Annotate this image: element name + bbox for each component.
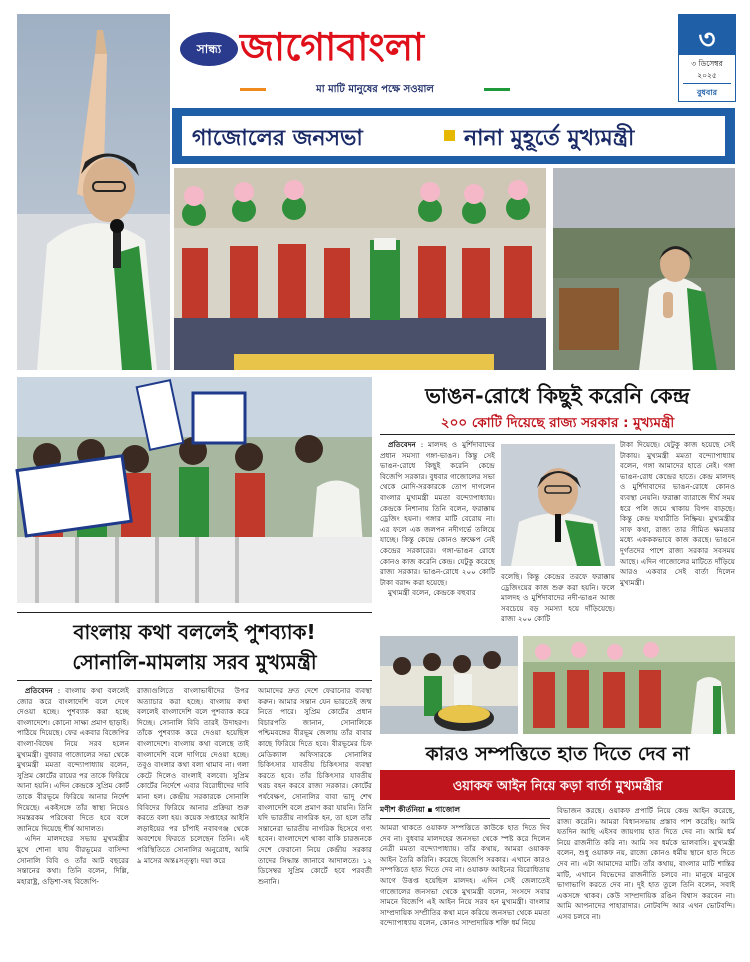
story2-headline-1: বাংলায় কথা বললেই পুশব্যাক! <box>73 620 316 644</box>
story1-column-3: টাকা দিয়েছে। যেটুকু কাজ হয়েছে সেই টাকায়। মুখ্যমন্ত্রী মমতা বন্দ্যোপাধ্যায় বলেন, গঙ্গা আমাদের হাতে নেই। গঙ্গা ভাঙন-রোধ কেন্দ্রের হাতে। কেন্দ্র মালদহ ও মুর্শিদাবাদের ভাঙন-রোধে কোনও ব্যবস্থা নেয়নি। ফরাক্কা ব্যারাজে দীর্ঘ সময় ধরে পলি জমে থাকায় বিপদ বাড়ছে। কিন্তু কেন্দ্র যথারীতি নিষ্ক্রিয়। মুখ্যমন্ত্রীর সাফ কথা, রাজ্য তার সীমিত ক্ষমতার মধ্যে একককভাবে কাজ করছে। ভাঙনে দুর্গতদের পাশে রাজ্য সরকার সবসময় আছে। এদিন গাজোলের মাটিতে দাঁড়িয়ে আরও একবার সেই বার্তা দিলেন মুখ্যমন্ত্রী। <box>620 440 735 587</box>
story1-headline: ভাঙন-রোধে কিছুই করেনি কেন্দ্র <box>425 384 690 408</box>
banner-right: নানা মুহূর্তে মুখ্যমন্ত্রী <box>464 126 635 151</box>
story1-column-2: বলেছি। কিন্তু কেন্দ্রের তরফে ফরাক্কায় ড্রেজিংয়ের কাজ শুরু করা হয়নি। ফলে মালদহ ও মুর্শিদাবাদের নদী-ভাঙন আজ সবচেয়ে বড় সমস্যা হয়ে দাঁড়িয়েছে। রাজ্য ২০০ কোটি <box>501 572 615 624</box>
story1-column-1 <box>380 440 495 602</box>
ceremony-photo <box>174 168 546 370</box>
tagline-bar <box>240 82 510 96</box>
story1-lead: প্রতিবেদন <box>388 440 416 449</box>
masthead-title <box>240 18 424 76</box>
year-text: ২০২৫ <box>697 71 717 80</box>
story3-column-2: বিভাজন করছে। ওয়াকফ প্রপার্টি নিয়ে কেন্দ্র আইন করেছে, রাজ্য করেনি। আমরা বিধানসভায় প্রস্তাব পাশ করেছি। আমি যতদিন আছি এইসব জায়গায় হাত দিতে দেব না। আমি ধর্ম নিয়ে রাজনীতি করি না। আমি সব ধর্মকে ভালবাসি। মুখ্যমন্ত্রী বলেন, শুধু ওয়াকফ নয়, রাজ্যে কোনও ধর্মীয় স্থানে হাত দিতে দেব না। এটা আমাদের মাটি। তাঁর কথায়, বাংলার মাটি শান্তির মাটি, এখানে বিভেদের রাজনীতি চলবে না। মানুষে মানুষে ভাগাভাগি করতে দেব না। দুই হাত তুলে তিনি বলেন, সবাই একসঙ্গে থাকব। কেউ সাম্প্রদায়িক রঙিন বিশ্বাস করবেন না। আমি আপনাদের পাহারাদার। নোটবন্দি আর এখন ভোটবন্দি। এসব চলবে না। <box>557 806 735 921</box>
cm-speaking-photo <box>17 14 170 370</box>
story3-subhead: ওয়াকফ আইন নিয়ে কড়া বার্তা মুখ্যমন্ত্রীর <box>452 779 663 794</box>
issue-number: ৩ <box>698 25 716 55</box>
masthead-title-a: জাগো <box>240 25 337 69</box>
cm-mic-photo <box>501 444 615 566</box>
masthead-title-b: বাংলা <box>336 25 425 69</box>
story3-byline: মণীশ কীর্তনিয়া ▪ গাজোল <box>380 805 460 814</box>
story2-lead: প্রতিবেদন <box>25 686 53 695</box>
story3-column-1: আমরা থাকতে ওয়াকফ সম্পত্তিতে কাউকে হাত দিতে দিব দেব না। বুধবার মালদহের জনসভা থেকে স্পষ্ট করে দিলেন নেত্রী মমতা বন্দ্যোপাধ্যায়। তাঁর কথায়, আমরা ওয়াকফ আইন তৈরি করিনি। করেছে বিজেপি সরকার। এখানে কারও সম্পত্তিতে হাত দিতে দেব না। ওয়াকফ আইনের বিরোধিতায় আগে উত্তপ্ত হয়েছিল মালদহ। এদিন সেই জেলাতেই গাজোলের জনসভা থেকে মুখ্যমন্ত্রী বলেন, সংসদে সবার সামনে বিজেপি এই আইন নিয়ে সরব হন মুখ্যমন্ত্রী। বাংলার সাম্প্রদায়িক সম্প্রীতির কথা মনে করিয়ে জনসভা থেকে মমতা বন্দ্যোপাধ্যায় বলেন, কোনও সাম্প্রদায়িক শক্তি ধর্ম নিয়ে <box>380 823 550 928</box>
banner-separator <box>444 130 455 141</box>
masthead-prefix: সান্ধ্য <box>196 42 222 56</box>
story2-column-1 <box>17 686 129 948</box>
story1-col1-end: মুখ্যমন্ত্রী বলেন, কেন্দ্রকে বহুবার <box>388 588 476 598</box>
story2-column-3: আমাদের দ্রুত দেশে ফেরানোর ব্যবস্থা করুন। আমার সন্তান যেন ভারতেই জন্ম নিতে পারে। সুপ্রিম কোর্টের প্রধান বিচারপতি জানান, সোনালিকে পশ্চিমবঙ্গের বীরভূম জেলায় তাঁর বাবার কাছে ফিরিয়ে দিতে হবে। বীরভূমের চিফ মেডিক্যাল অফিসারকে সোনালির চিকিৎসার যাবতীয় চিকিৎসার ব্যবস্থা করতে হবে। তাঁর চিকিৎসার যাবতীয় খরচ বহন করবে রাজ্য সরকার। কোর্টের পর্যবেক্ষণ, সোনালির বাবা ভাদু শেখ বাংলাদেশি বলে প্রমাণ করা যায়নি। তিনি যদি ভারতীয় নাগরিক হন, তা হলে তাঁর সন্তানেরা ভারতীয় নাগরিক হিসেবে গণ্য হবেন। বাংলাদেশে থাকা বাকি চারজনকে দেশে ফেরানো নিয়ে কেন্দ্রীয় সরকার তাদের সিদ্ধান্ত জানাবে আদালতে। ১২ ডিসেম্বর সুপ্রিম কোর্টে হবে পরবর্তী শুনানি। <box>258 686 372 886</box>
greeting-photo <box>553 168 735 370</box>
masthead-prefix-badge <box>180 32 238 66</box>
story3-headline: কারও সম্পত্তিতে হাত দিতে দেব না <box>425 743 690 765</box>
story2-col1-text: : বাংলায় কথা বললেই জোর করে বাংলাদেশি বলে দেগে দেওয়া হচ্ছে। পুশব্যাক করা হচ্ছে বাংলাদেশে। কোনো সাক্ষ্য প্রমাণ ছাড়াই। পাঠিয়ে দিয়েছে। ফের একবার বিজেপির বাংলা-বিদ্বেষ নিয়ে সরব হলেন মুখ্যমন্ত্রী। বুধবার গাজোলের সভা থেকে মুখ্যমন্ত্রী মমতা বন্দ্যোপাধ্যায় বলেন, সুপ্রিম কোর্টের রায়ের পর তাকে ফিরিয়ে আনা হয়নি। এদিন কেন্দ্রকে সুপ্রিম কোর্ট তাকে বীরভূমে ফিরিয়ে আনার নির্দেশ দিয়েছে। একইসঙ্গে তাঁর স্বাস্থ্য নিয়েও সমস্তরকম পরিষেবা দিতে হবে বলে জানিয়ে দিয়েছে শীর্ষ আদালত। <box>17 686 129 833</box>
top-banner <box>172 108 735 164</box>
story3-subhead-bar <box>380 770 735 800</box>
issue-number-box <box>679 15 735 55</box>
weekday-text: বুধবার <box>696 88 718 97</box>
story1-subhead: ২০০ কোটি দিয়েছে রাজ্য সরকার : মুখ্যমন্ত্রী <box>440 415 675 431</box>
date-text: ৩ ডিসেম্বর <box>691 59 723 68</box>
drum-photo <box>380 636 518 734</box>
masthead <box>174 18 674 100</box>
story2-col1b-text: এদিন মালদহের সভায় মুখ্যমন্ত্রীর মুখে শোনা যায় বীরভূমের বাসিন্দা সোনালি বিবি ও তাঁর আট বছরের সন্তানের কথা। তিনি বলেন, দিল্লি, মহারাষ্ট্র, ওড়িশা-সহ বিজেপি- <box>17 834 129 886</box>
crowd-photo <box>17 377 372 603</box>
date-box <box>678 14 736 102</box>
story2-column-2: রাজ্যগুলিতে বাংলাভাষীদের উপর অত্যাচার করা হচ্ছে। বাংলায় কথা বললেই বাংলাদেশি বলে পুশব্যাক করে দিচ্ছে। সোনালি বিবি তারই উদাহরণ। তাঁকে পুশব্যাক করে দেওয়া হয়েছিল বাংলাদেশে। বাংলায় কথা বলেছে তাই বাংলাদেশি বলে দাগিয়ে দেওয়া হচ্ছে। তবুও বাংলার কথা বলা থামাব না। গলা কেটে দিলেও বাংলাই বলবো। সুপ্রিম কোর্টের নির্দেশে এবার বিরোধীদের দাবি মানা হল। কেন্দ্রীয় সরকারকে সোনালি বিবিদের ফিরিয়ে আনার প্রক্রিয়া শুরু করতে বলা হয়। কয়েক সপ্তাহের আইনি লড়াইয়ের পর চাঁপাই নবাবগঞ্জ থেকে অবশেষে ফিরতে চলেছেন তিনি। এই পরিস্থিতিতে সোনালির অনুরোধ, আমি ৯ মাসের অন্তঃসত্ত্বা। দয়া করে <box>137 686 249 865</box>
story1-col1-text: : মালদহ ও মুর্শিদাবাদের প্রধান সমস্যা গঙ্গা-ভাঙন। কিন্তু সেই ভাঙন-রোধে কিছুই করেনি কেন্দ্রে বিজেপি সরকার। বুধবার গাজোলের সভা থেকে মোদি-সরকারকে তোপ দাগলেন বাংলার মুখ্যমন্ত্রী মমতা বন্দ্যোপাধ্যায়। কেন্দ্রকে নিশানায় তিনি বলেন, ফরাক্কায় ড্রেজিং হয়না। গঙ্গার মাটি বেরোয় না। এর ফলে এক জলপন নদীগর্ভে তলিয়ে যাচ্ছে। কিন্তু কেন্দ্রে কোনও ভ্রুক্ষেপ নেই কেন্দ্রের সরকারের। গঙ্গা-ভাঙন রোধে কোনও কাজ করেনি কেন্দ্র। যেটুকু করেছে রাজ্য সরকার। ভাঙন-রোধে ২০০ কোটি টাকা বরাদ্দ করা হয়েছে। <box>380 440 495 587</box>
banner-left: গাজোলের জনসভা <box>192 126 363 151</box>
story2-headline-2: সোনালি-মামলায় সরব মুখ্যমন্ত্রী <box>72 650 317 674</box>
dancers-photo <box>523 636 735 734</box>
tagline: মা মাটি মানুষের পক্ষে সওয়াল <box>316 84 434 95</box>
